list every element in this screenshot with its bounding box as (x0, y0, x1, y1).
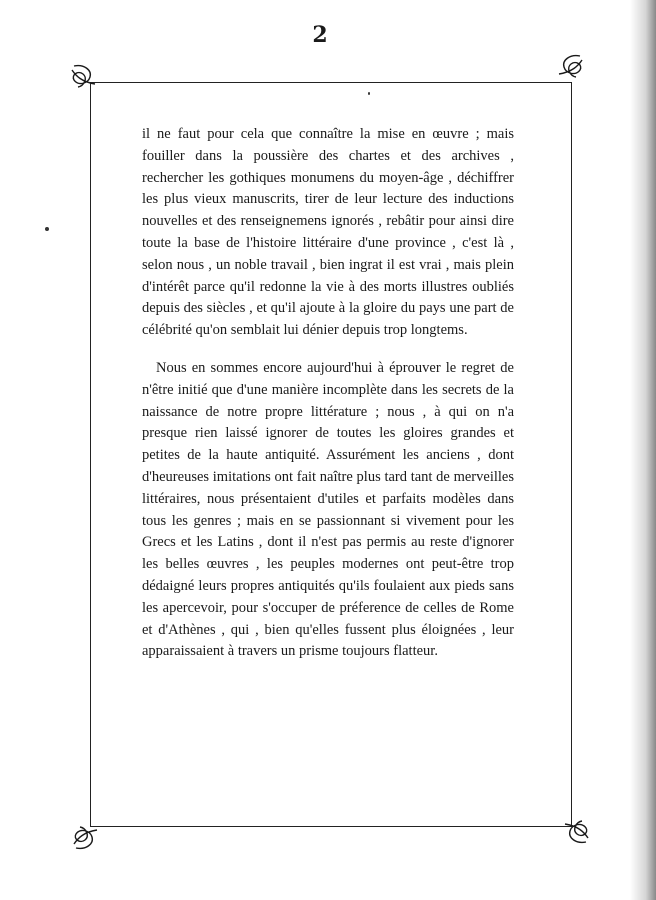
flourish-ornament-icon (70, 824, 100, 852)
ink-speck (45, 227, 49, 231)
paragraph: il ne faut pour cela que connaître la mise en œuvre ; mais fouiller dans la poussière des chartes et des archives , rechercher les gothiques monumens du moyen-âge , déchiffrer les plus vieux manuscrits, tirer de leur lecture des inductions nouvelles et des renseignemens ignorés , rebâtir pour ainsi dire toute la base de l'histoire littéraire d'une province , c'est là , selon nous , un noble travail , bien ingrat il est vrai , mais plein d'intérêt parce qu'il redonne la vie à des morts illustres oubliés depuis des siècles , et qu'il ajoute à la gloire du pays une part de célébrité qu'on semblait lui dénier depuis trop longtems. (142, 126, 514, 339)
paragraph: Nous en sommes encore aujourd'hui à éprouver le regret de n'être initié que d'une manière incomplète dans les secrets de la naissance de notre propre littérature ; nous , à qui on n'a presque rien laissé ignorer de toutes les gloires grandes et petites de la haute antiquité. Assurément les anciens , dont d'heureuses imitations ont fait naître plus tard tant de merveilles littéraires, nous présentaient d'utiles et parfaits modèles dans tous les genres ; mais en se passionnant si vivement pour les Grecs et les Latins , dont il n'est pas permis au reste d'ignorer les belles œuvres , les peuples modernes ont peut-être trop dédaigné leurs propres antiquités qu'ils foulaient aux pieds sans les apercevoir, pour s'occuper de préference de celles de Rome et d'Athènes , qui , bien qu'elles fussent plus éloignées , leur apparaissaient à travers un prisme toujours flatteur. (142, 359, 514, 660)
page-gutter-shadow (630, 0, 656, 900)
flourish-ornament-icon (556, 52, 586, 80)
ink-speck (368, 92, 370, 95)
flourish-ornament-icon (562, 818, 592, 846)
page-number: 2 (312, 22, 328, 48)
document-body (142, 124, 514, 663)
flourish-ornament-icon (68, 62, 98, 90)
